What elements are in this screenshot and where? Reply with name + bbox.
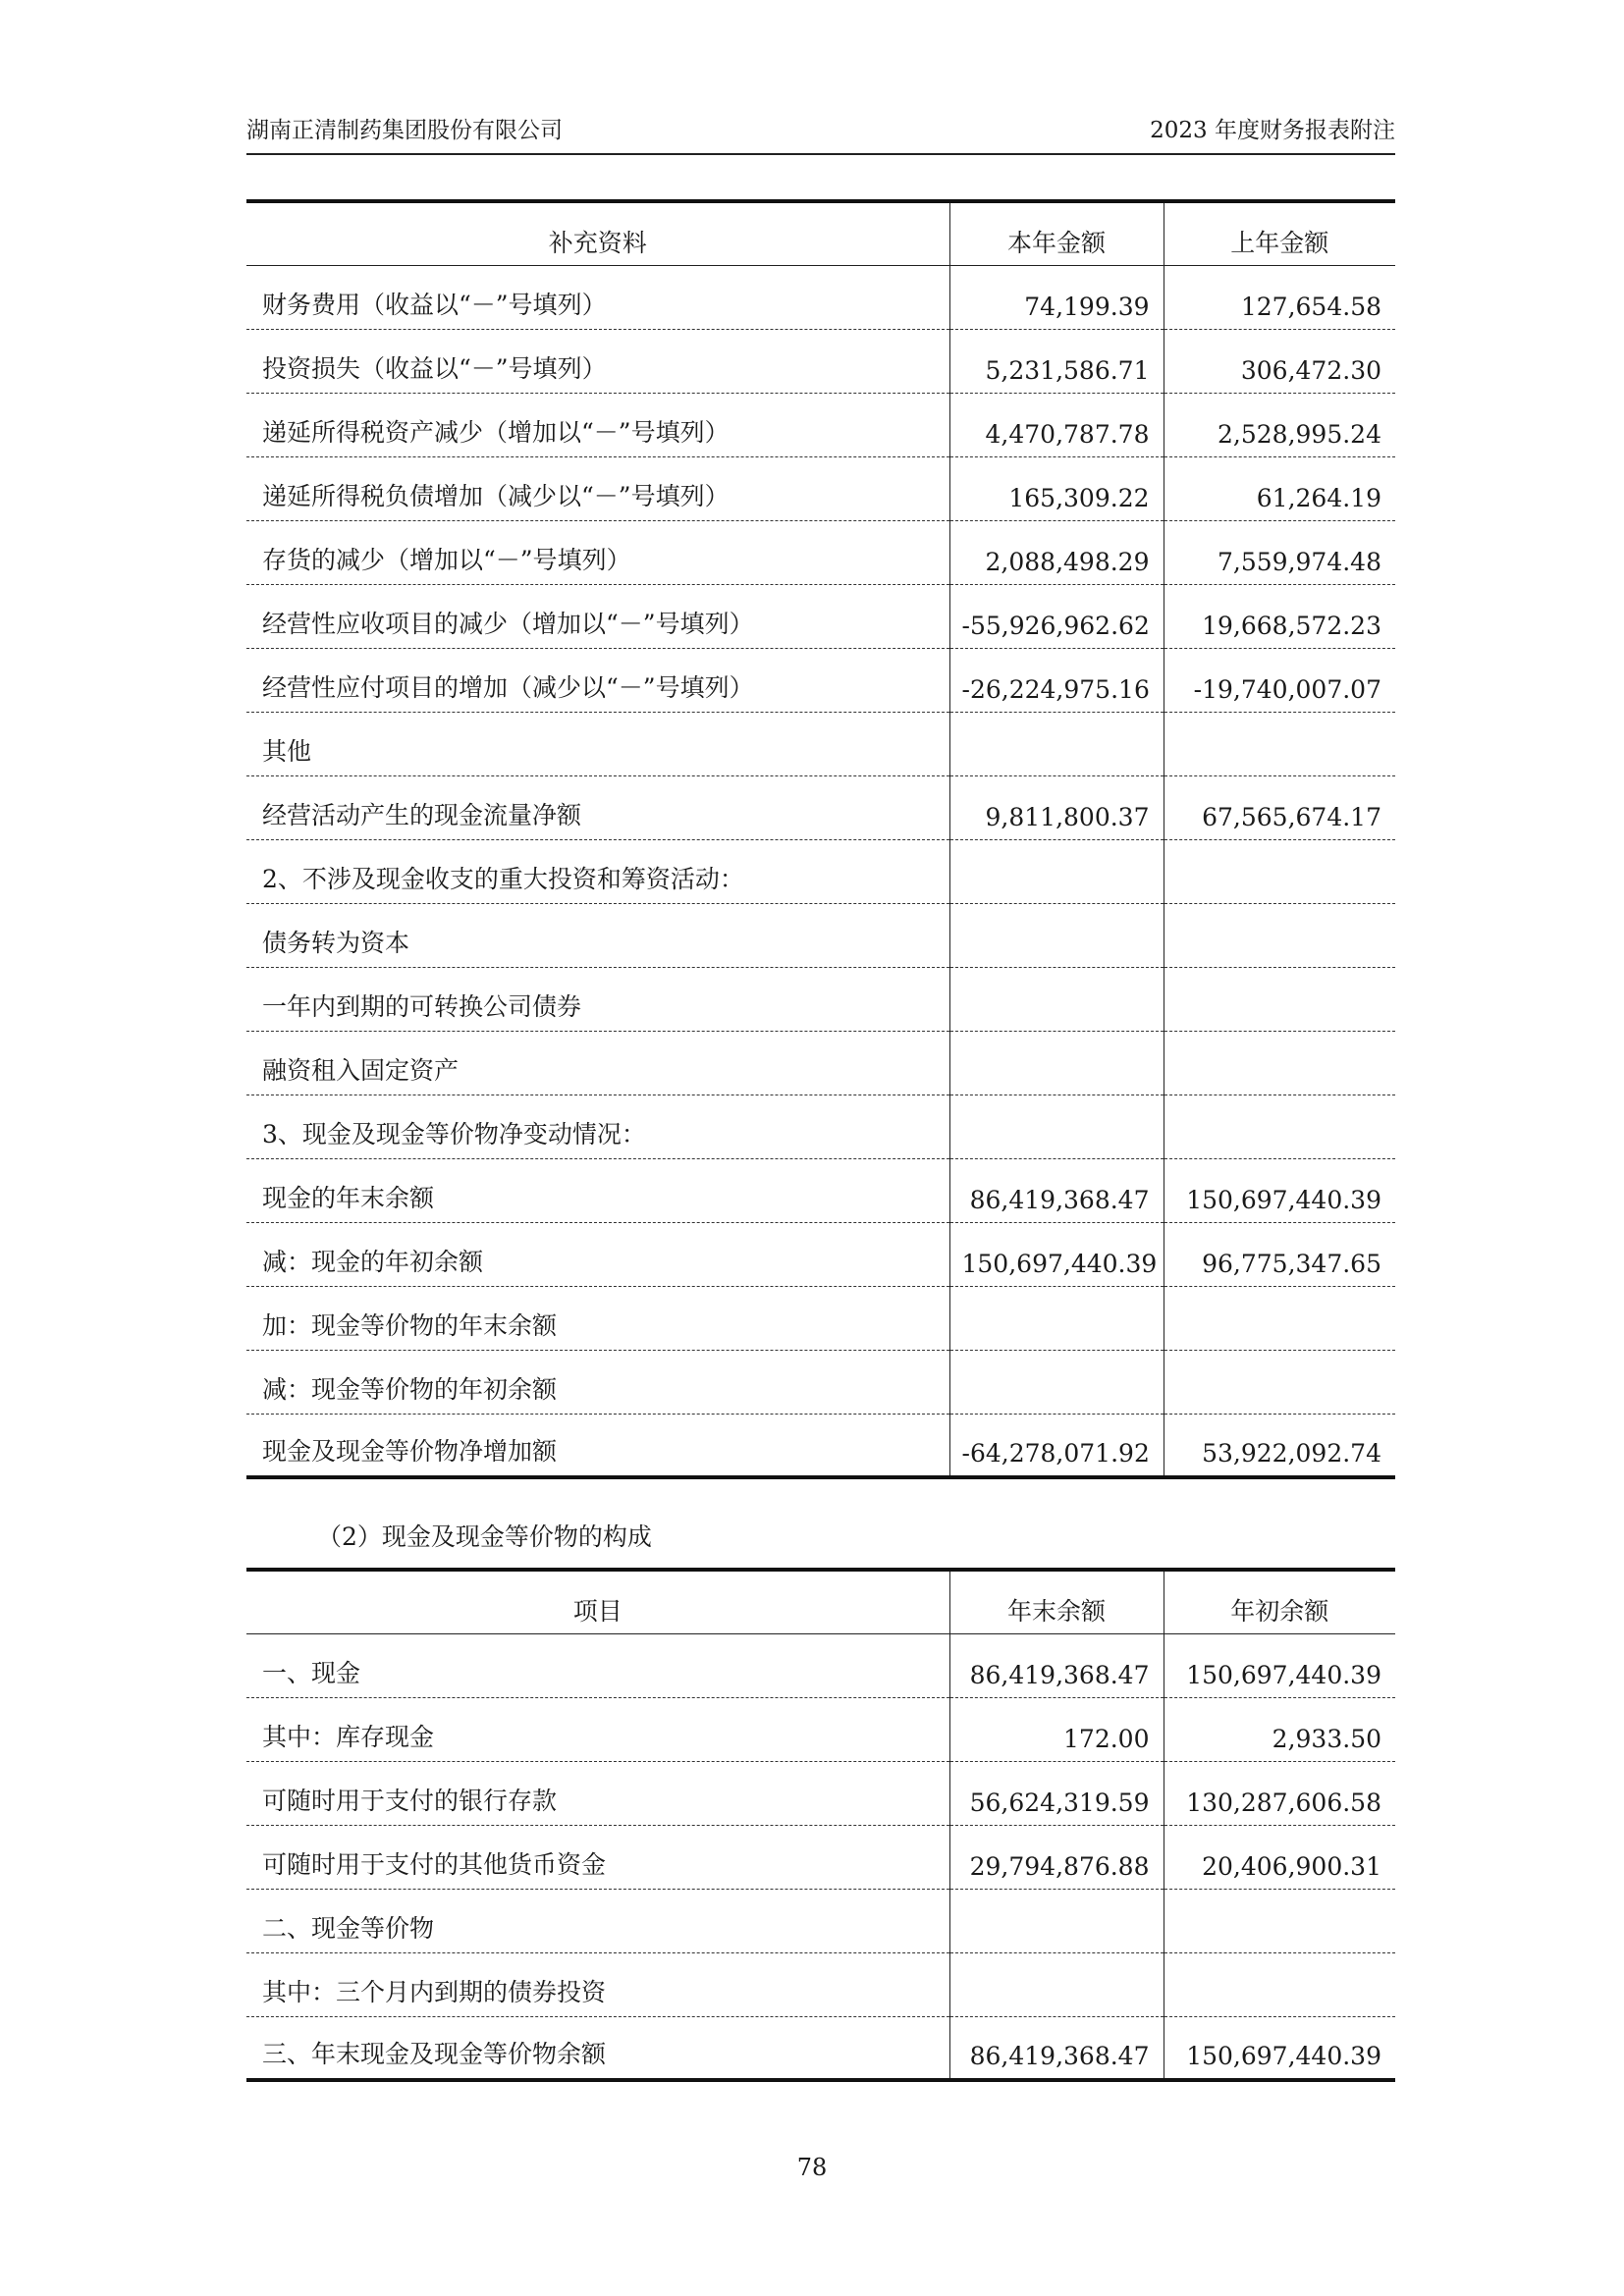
year-begin-balance: 150,697,440.39: [1164, 2016, 1395, 2080]
year-begin-balance: [1164, 1952, 1395, 2016]
row-label: 减：现金的年初余额: [246, 1222, 949, 1286]
current-amount: -55,926,962.62: [949, 584, 1164, 648]
previous-amount: 67,565,674.17: [1164, 775, 1395, 839]
table-row: [246, 329, 1395, 393]
current-amount: [949, 1095, 1164, 1158]
row-label: 存货的减少（增加以“－”号填列）: [246, 520, 949, 584]
row-label: 减：现金等价物的年初余额: [246, 1350, 949, 1414]
table-row: [246, 839, 1395, 903]
row-label: 现金及现金等价物净增加额: [246, 1414, 949, 1477]
column-header-year-begin-balance: 年初余额: [1164, 1570, 1395, 1633]
cash-equivalents-composition-table: [246, 1568, 1395, 2082]
row-label: 递延所得税负债增加（减少以“－”号填列）: [246, 456, 949, 520]
row-label: 投资损失（收益以“－”号填列）: [246, 329, 949, 393]
report-title: 2023 年度财务报表附注: [1150, 118, 1395, 143]
table-row: [246, 967, 1395, 1031]
previous-amount: -19,740,007.07: [1164, 648, 1395, 712]
previous-amount: 2,528,995.24: [1164, 393, 1395, 456]
column-header-item: 补充资料: [246, 201, 949, 265]
current-amount: [949, 839, 1164, 903]
table-row: [246, 393, 1395, 456]
current-amount: [949, 903, 1164, 967]
column-header-item: 项目: [246, 1570, 949, 1633]
current-amount: [949, 1350, 1164, 1414]
previous-amount: [1164, 1031, 1395, 1095]
table-row: [246, 775, 1395, 839]
table-row: [246, 1414, 1395, 1477]
row-label: 其他: [246, 712, 949, 775]
year-begin-balance: 150,697,440.39: [1164, 1633, 1395, 1697]
previous-amount: 53,922,092.74: [1164, 1414, 1395, 1477]
column-header-previous-year: 上年金额: [1164, 201, 1395, 265]
year-begin-balance: [1164, 1889, 1395, 1952]
column-header-year-end-balance: 年末余额: [949, 1570, 1164, 1633]
table-row: [246, 1158, 1395, 1222]
table-row: [246, 1222, 1395, 1286]
page-header: [246, 116, 1395, 155]
row-label: 其中：三个月内到期的债券投资: [246, 1952, 949, 2016]
row-label: 可随时用于支付的其他货币资金: [246, 1825, 949, 1889]
row-label: 经营性应付项目的增加（减少以“－”号填列）: [246, 648, 949, 712]
table-row: [246, 456, 1395, 520]
supplementary-info-table: [246, 199, 1395, 1479]
table-row: [246, 1633, 1395, 1697]
previous-amount: [1164, 712, 1395, 775]
table-row: [246, 520, 1395, 584]
current-amount: [949, 712, 1164, 775]
year-end-balance: 172.00: [949, 1697, 1164, 1761]
table-row: [246, 265, 1395, 329]
row-label: 现金的年末余额: [246, 1158, 949, 1222]
table-row: [246, 1350, 1395, 1414]
previous-amount: [1164, 1095, 1395, 1158]
row-label: 加：现金等价物的年末余额: [246, 1286, 949, 1350]
table-row: [246, 1031, 1395, 1095]
row-label: 其中：库存现金: [246, 1697, 949, 1761]
current-amount: -64,278,071.92: [949, 1414, 1164, 1477]
section-caption: （2）现金及现金等价物的构成: [317, 1522, 652, 1551]
table-row: [246, 648, 1395, 712]
row-label: 递延所得税资产减少（增加以“－”号填列）: [246, 393, 949, 456]
previous-amount: 7,559,974.48: [1164, 520, 1395, 584]
current-amount: 2,088,498.29: [949, 520, 1164, 584]
table-row: [246, 1095, 1395, 1158]
previous-amount: 127,654.58: [1164, 265, 1395, 329]
previous-amount: 19,668,572.23: [1164, 584, 1395, 648]
table-header-row: [246, 201, 1395, 265]
year-end-balance: [949, 1889, 1164, 1952]
row-label: 经营性应收项目的减少（增加以“－”号填列）: [246, 584, 949, 648]
current-amount: 5,231,586.71: [949, 329, 1164, 393]
previous-amount: 306,472.30: [1164, 329, 1395, 393]
row-label: 2、不涉及现金收支的重大投资和筹资活动：: [246, 839, 949, 903]
year-end-balance: [949, 1952, 1164, 2016]
page-number: 78: [796, 2154, 828, 2181]
year-end-balance: 86,419,368.47: [949, 2016, 1164, 2080]
table-row: [246, 1761, 1395, 1825]
year-end-balance: 29,794,876.88: [949, 1825, 1164, 1889]
table-row: [246, 1825, 1395, 1889]
row-label: 三、年末现金及现金等价物余额: [246, 2016, 949, 2080]
current-amount: 165,309.22: [949, 456, 1164, 520]
row-label: 一年内到期的可转换公司债券: [246, 967, 949, 1031]
table-header-row: [246, 1570, 1395, 1633]
current-amount: -26,224,975.16: [949, 648, 1164, 712]
table-row: [246, 1697, 1395, 1761]
company-name: 湖南正清制药集团股份有限公司: [246, 118, 563, 143]
year-begin-balance: 2,933.50: [1164, 1697, 1395, 1761]
table-row: [246, 1889, 1395, 1952]
previous-amount: [1164, 1286, 1395, 1350]
current-amount: [949, 1286, 1164, 1350]
row-label: 融资租入固定资产: [246, 1031, 949, 1095]
previous-amount: 96,775,347.65: [1164, 1222, 1395, 1286]
row-label: 财务费用（收益以“－”号填列）: [246, 265, 949, 329]
table-row: [246, 2016, 1395, 2080]
table-row: [246, 712, 1395, 775]
row-label: 二、现金等价物: [246, 1889, 949, 1952]
column-header-current-year: 本年金额: [949, 201, 1164, 265]
previous-amount: 150,697,440.39: [1164, 1158, 1395, 1222]
current-amount: 9,811,800.37: [949, 775, 1164, 839]
year-end-balance: 56,624,319.59: [949, 1761, 1164, 1825]
row-label: 3、现金及现金等价物净变动情况：: [246, 1095, 949, 1158]
row-label: 可随时用于支付的银行存款: [246, 1761, 949, 1825]
current-amount: 4,470,787.78: [949, 393, 1164, 456]
table-row: [246, 1286, 1395, 1350]
year-begin-balance: 130,287,606.58: [1164, 1761, 1395, 1825]
current-amount: 74,199.39: [949, 265, 1164, 329]
previous-amount: [1164, 967, 1395, 1031]
previous-amount: [1164, 839, 1395, 903]
current-amount: [949, 1031, 1164, 1095]
year-end-balance: 86,419,368.47: [949, 1633, 1164, 1697]
row-label: 债务转为资本: [246, 903, 949, 967]
current-amount: [949, 967, 1164, 1031]
year-begin-balance: 20,406,900.31: [1164, 1825, 1395, 1889]
current-amount: 86,419,368.47: [949, 1158, 1164, 1222]
row-label: 一、现金: [246, 1633, 949, 1697]
table-row: [246, 903, 1395, 967]
previous-amount: [1164, 903, 1395, 967]
current-amount: 150,697,440.39: [949, 1222, 1164, 1286]
table-row: [246, 1952, 1395, 2016]
previous-amount: 61,264.19: [1164, 456, 1395, 520]
row-label: 经营活动产生的现金流量净额: [246, 775, 949, 839]
table-row: [246, 584, 1395, 648]
previous-amount: [1164, 1350, 1395, 1414]
